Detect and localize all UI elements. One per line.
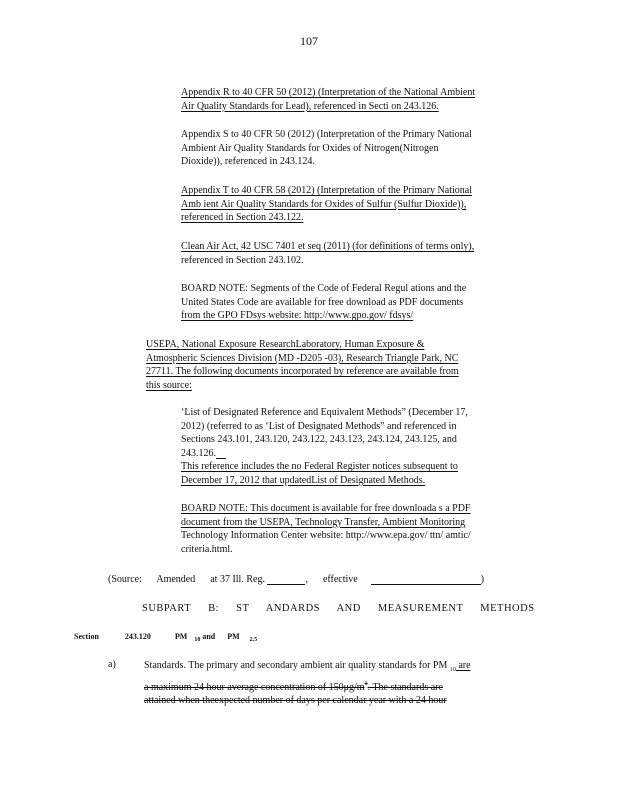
text-line — [181, 420, 533, 434]
source-amended: Amended — [156, 574, 196, 585]
text-run: are — [455, 660, 471, 671]
text-run: Sections 243.101, 243.120, 243.122, 243.123, 243.124, 243.125, and — [181, 434, 457, 445]
text-line — [181, 516, 533, 530]
text-run: Atmospheric Sciences Division (MD -D205 -03), Research Triangle Park, NC — [146, 352, 459, 364]
text-line — [146, 352, 526, 366]
pm-label: PM — [174, 632, 188, 641]
text-line — [181, 543, 533, 557]
source-effective: effective — [322, 574, 358, 585]
text-run: a maximum 24 hour average concentration of 150μg/m — [144, 681, 365, 693]
section-heading — [74, 632, 257, 643]
text-line — [181, 211, 533, 225]
reference-appendix-t — [181, 184, 533, 225]
reference-appendix-r — [181, 86, 533, 113]
text-run: criteria.html. — [181, 543, 233, 555]
text-line — [181, 142, 533, 156]
text-line — [181, 198, 533, 212]
item-a-marker: a) — [108, 659, 116, 670]
text-run: referenced in Section 243.102. — [181, 254, 304, 266]
source-note: (Source: Amended at 37 Ill. Reg. , effective ) — [108, 574, 485, 585]
text-line — [146, 338, 526, 352]
text-run: This reference includes the no Federal Register notices subsequent to — [181, 461, 458, 472]
text-run: this source: — [146, 379, 192, 391]
text-run: Appendix S to 40 CFR 50 (2012) (Interpretation of the Primary National — [181, 129, 472, 140]
text-run: Ambient Air Quality Standards for Oxides of Nitrogen(Nitrogen — [181, 142, 439, 154]
section-label: Section — [74, 632, 99, 641]
text-run: Appendix T to 40 CFR 58 (2012) (Interpretation of the Primary National — [181, 185, 472, 196]
text-line — [181, 433, 533, 447]
text-run: 243.126. — [181, 447, 216, 459]
board-note-gpo — [181, 282, 533, 323]
text-run: from the GPO FDsys website: http://www.gpo.gov/ fdsys/ — [181, 310, 414, 321]
text-line — [181, 86, 533, 100]
register-page-blank[interactable] — [267, 574, 305, 585]
text-line — [144, 659, 539, 678]
board-note-usepa — [181, 502, 533, 556]
text-run: referenced in Section 243.122. — [181, 212, 304, 223]
text-run: Standards. The primary and secondary ambient air quality standards for PM — [144, 660, 450, 671]
text-run: Dioxide)), referenced in 243.124. — [181, 156, 315, 167]
text-line — [181, 254, 541, 268]
text-run: . The standards are — [367, 681, 443, 693]
text-line — [181, 100, 533, 114]
text-run: ‘List of Designated Reference and Equivalent Methods” (December 17, — [181, 407, 468, 418]
reference-appendix-s — [181, 128, 533, 169]
reference-designated-methods — [181, 406, 533, 487]
and-label: and — [202, 632, 216, 641]
pm-subscript: 10 — [194, 637, 201, 643]
text-run: document from the USEPA, Technology Transfer, Ambient Monitoring — [181, 516, 466, 528]
effective-date-blank[interactable] — [371, 574, 481, 585]
text-run: BOARD NOTE: This document is available for free downloada s a PDF — [181, 503, 471, 514]
text-run: Technology Information Center website: http://www.epa.gov/ ttn/ amtic/ — [181, 530, 471, 541]
page-number: 107 — [300, 34, 318, 48]
text-line — [181, 447, 533, 461]
text-run: 2012) (referred to as ‘List of Designated Methods” and referenced in — [181, 420, 457, 432]
text-run: United States Code are available for free download as PDF documents — [181, 296, 464, 308]
text-run: attained when theexpected number of days per calendar year with a 24 hour — [144, 695, 447, 706]
source-open: (Source: — [108, 574, 142, 585]
item-a-text — [144, 659, 539, 708]
text-line — [144, 678, 539, 695]
text-line — [181, 282, 533, 296]
text-line — [181, 309, 533, 323]
source-close: ) — [480, 574, 485, 585]
text-line — [181, 155, 533, 169]
text-run: USEPA, National Exposure ResearchLaboratory, Human Exposure & — [146, 339, 425, 350]
text-line — [146, 379, 526, 393]
text-line — [181, 502, 533, 516]
text-run: 27711. The following documents incorporated by reference are available from — [146, 366, 459, 377]
text-run — [216, 448, 226, 459]
text-run: 3 — [364, 680, 368, 687]
text-run: Air Quality Standards for Lead), referenced in Secti on 243.126. — [181, 100, 439, 112]
text-line — [146, 365, 526, 379]
text-run: 10 — [449, 667, 456, 673]
section-number: 243.120 — [124, 632, 151, 641]
text-line — [181, 460, 533, 474]
subpart-heading: SUBPART B: ST ANDARDS AND MEASUREMENT METHODS — [142, 603, 535, 614]
text-line — [181, 296, 533, 310]
source-register: at 37 Ill. Reg. — [210, 574, 265, 585]
text-line — [181, 474, 533, 488]
usepa-source-block — [146, 338, 526, 392]
text-run: December 17, 2012 that updatedList of Designated Methods. — [181, 474, 426, 486]
text-run: BOARD NOTE: Segments of the Code of Federal Regul ations and the — [181, 283, 467, 294]
text-run: Amb ient Air Quality Standards for Oxides of Sulfur (Sulfur Dioxide)), — [181, 198, 467, 210]
pm2-subscript: 2.5 — [249, 637, 258, 643]
text-line — [181, 128, 533, 142]
text-line — [181, 184, 533, 198]
text-line — [181, 240, 541, 254]
text-line — [144, 694, 539, 708]
reference-clean-air-act — [181, 240, 541, 267]
text-run: Clean Air Act, 42 USC 7401 et seq (2011) (for definitions of terms only), — [181, 241, 475, 252]
pm2-label: PM — [227, 632, 240, 641]
text-line — [181, 529, 533, 543]
text-line — [181, 406, 533, 420]
text-run: Appendix R to 40 CFR 50 (2012) (Interpretation of the National Ambient — [181, 87, 476, 98]
